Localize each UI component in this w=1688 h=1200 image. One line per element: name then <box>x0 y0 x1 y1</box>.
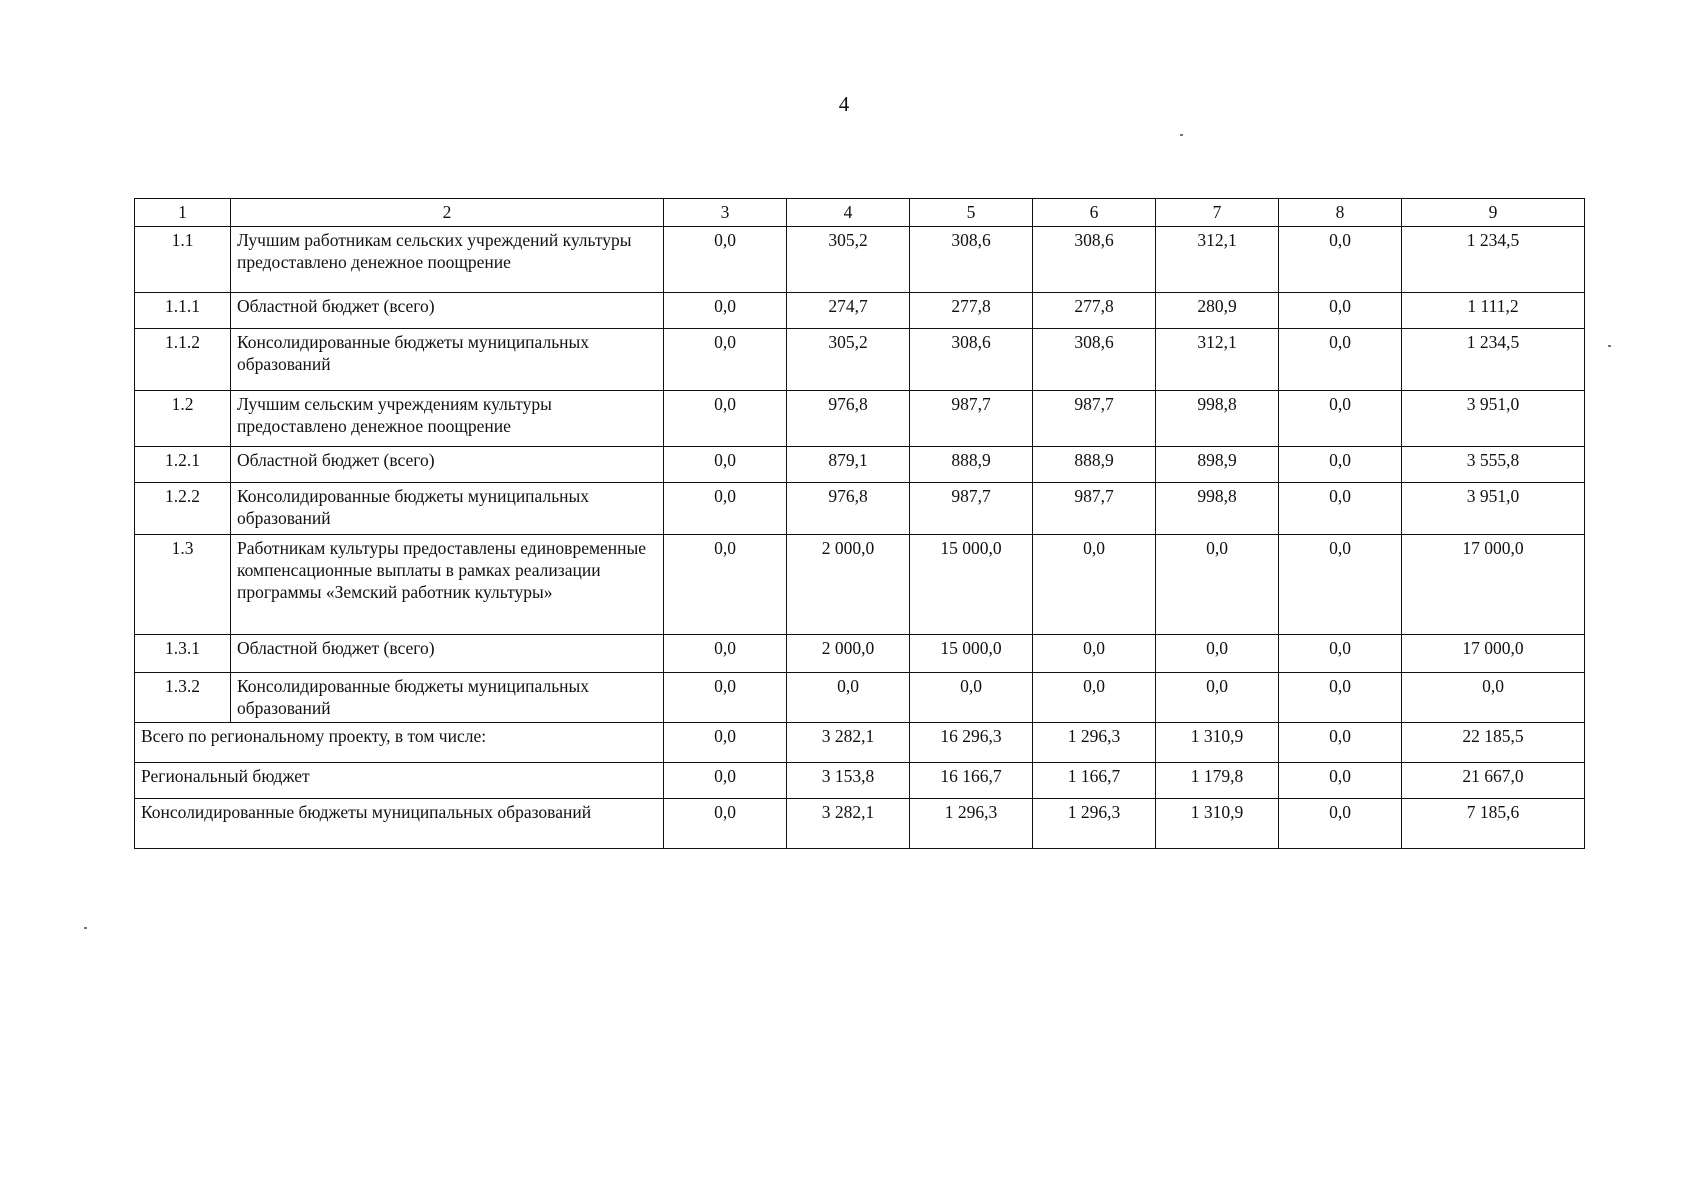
value-cell: 1 234,5 <box>1402 329 1585 391</box>
row-description: Консолидированные бюджеты муниципальных образований <box>231 329 664 391</box>
row-number: 1.1 <box>135 227 231 293</box>
header-cell: 9 <box>1402 199 1585 227</box>
scan-speck <box>1180 134 1183 136</box>
page-number: 4 <box>838 92 850 116</box>
total-value-cell: 3 282,1 <box>787 723 910 763</box>
value-cell: 0,0 <box>664 329 787 391</box>
header-cell: 7 <box>1156 199 1279 227</box>
total-value-cell: 0,0 <box>1279 763 1402 799</box>
table-row <box>135 391 1585 447</box>
total-value-cell: 3 153,8 <box>787 763 910 799</box>
header-row <box>135 199 1585 227</box>
value-cell: 308,6 <box>910 329 1033 391</box>
total-value-cell: 1 296,3 <box>1033 723 1156 763</box>
total-row <box>135 723 1585 763</box>
value-cell: 987,7 <box>1033 483 1156 535</box>
total-value-cell: 0,0 <box>664 799 787 849</box>
total-value-cell: 7 185,6 <box>1402 799 1585 849</box>
total-value-cell: 1 310,9 <box>1156 723 1279 763</box>
total-value-cell: 1 310,9 <box>1156 799 1279 849</box>
row-number: 1.3.2 <box>135 673 231 723</box>
value-cell: 17 000,0 <box>1402 535 1585 635</box>
value-cell: 976,8 <box>787 391 910 447</box>
total-row <box>135 799 1585 849</box>
value-cell: 0,0 <box>664 293 787 329</box>
value-cell: 2 000,0 <box>787 635 910 673</box>
value-cell: 0,0 <box>664 391 787 447</box>
total-value-cell: 0,0 <box>664 763 787 799</box>
value-cell: 15 000,0 <box>910 635 1033 673</box>
value-cell: 987,7 <box>910 483 1033 535</box>
value-cell: 1 111,2 <box>1402 293 1585 329</box>
value-cell: 0,0 <box>1279 391 1402 447</box>
value-cell: 0,0 <box>1279 293 1402 329</box>
value-cell: 0,0 <box>1033 673 1156 723</box>
value-cell: 0,0 <box>664 635 787 673</box>
value-cell: 0,0 <box>1279 447 1402 483</box>
value-cell: 0,0 <box>1402 673 1585 723</box>
row-description: Работникам культуры предоставлены единовременные компенсационные выплаты в рамках реализации программы «Земский работник культуры» <box>231 535 664 635</box>
value-cell: 305,2 <box>787 329 910 391</box>
row-number: 1.2.2 <box>135 483 231 535</box>
total-value-cell: 3 282,1 <box>787 799 910 849</box>
value-cell: 998,8 <box>1156 391 1279 447</box>
total-label: Консолидированные бюджеты муниципальных образований <box>135 799 664 849</box>
header-cell: 5 <box>910 199 1033 227</box>
value-cell: 0,0 <box>664 535 787 635</box>
value-cell: 888,9 <box>910 447 1033 483</box>
value-cell: 976,8 <box>787 483 910 535</box>
table-row <box>135 227 1585 293</box>
value-cell: 0,0 <box>1156 673 1279 723</box>
table-row <box>135 535 1585 635</box>
value-cell: 0,0 <box>1279 673 1402 723</box>
table-row <box>135 635 1585 673</box>
value-cell: 277,8 <box>910 293 1033 329</box>
value-cell: 280,9 <box>1156 293 1279 329</box>
header-cell: 1 <box>135 199 231 227</box>
header-cell: 4 <box>787 199 910 227</box>
value-cell: 308,6 <box>1033 329 1156 391</box>
value-cell: 0,0 <box>787 673 910 723</box>
value-cell: 305,2 <box>787 227 910 293</box>
total-value-cell: 16 166,7 <box>910 763 1033 799</box>
value-cell: 998,8 <box>1156 483 1279 535</box>
table-row <box>135 329 1585 391</box>
value-cell: 0,0 <box>664 447 787 483</box>
budget-table <box>134 198 1585 849</box>
total-value-cell: 22 185,5 <box>1402 723 1585 763</box>
value-cell: 879,1 <box>787 447 910 483</box>
total-value-cell: 16 296,3 <box>910 723 1033 763</box>
value-cell: 0,0 <box>1033 535 1156 635</box>
row-description: Областной бюджет (всего) <box>231 447 664 483</box>
value-cell: 987,7 <box>910 391 1033 447</box>
value-cell: 17 000,0 <box>1402 635 1585 673</box>
total-value-cell: 1 296,3 <box>1033 799 1156 849</box>
row-description: Областной бюджет (всего) <box>231 635 664 673</box>
table-row <box>135 293 1585 329</box>
header-cell: 6 <box>1033 199 1156 227</box>
value-cell: 277,8 <box>1033 293 1156 329</box>
row-description: Лучшим сельским учреждениям культуры предоставлено денежное поощрение <box>231 391 664 447</box>
value-cell: 0,0 <box>1279 635 1402 673</box>
row-number: 1.3.1 <box>135 635 231 673</box>
total-value-cell: 1 179,8 <box>1156 763 1279 799</box>
value-cell: 0,0 <box>664 483 787 535</box>
total-label: Региональный бюджет <box>135 763 664 799</box>
total-value-cell: 0,0 <box>664 723 787 763</box>
value-cell: 274,7 <box>787 293 910 329</box>
total-value-cell: 21 667,0 <box>1402 763 1585 799</box>
table-row <box>135 483 1585 535</box>
value-cell: 0,0 <box>910 673 1033 723</box>
total-value-cell: 1 166,7 <box>1033 763 1156 799</box>
header-cell: 3 <box>664 199 787 227</box>
value-cell: 3 951,0 <box>1402 483 1585 535</box>
value-cell: 308,6 <box>910 227 1033 293</box>
total-row <box>135 763 1585 799</box>
scan-speck <box>1608 345 1611 347</box>
total-label: Всего по региональному проекту, в том числе: <box>135 723 664 763</box>
value-cell: 0,0 <box>1156 535 1279 635</box>
value-cell: 0,0 <box>1279 329 1402 391</box>
total-value-cell: 1 296,3 <box>910 799 1033 849</box>
row-description: Лучшим работникам сельских учреждений культуры предоставлено денежное поощрение <box>231 227 664 293</box>
value-cell: 15 000,0 <box>910 535 1033 635</box>
row-description: Консолидированные бюджеты муниципальных образований <box>231 483 664 535</box>
value-cell: 2 000,0 <box>787 535 910 635</box>
table-row <box>135 447 1585 483</box>
value-cell: 3 555,8 <box>1402 447 1585 483</box>
header-cell: 8 <box>1279 199 1402 227</box>
total-value-cell: 0,0 <box>1279 799 1402 849</box>
scan-speck <box>84 927 87 929</box>
value-cell: 0,0 <box>664 227 787 293</box>
value-cell: 0,0 <box>1156 635 1279 673</box>
value-cell: 0,0 <box>1033 635 1156 673</box>
value-cell: 987,7 <box>1033 391 1156 447</box>
header-cell: 2 <box>231 199 664 227</box>
value-cell: 898,9 <box>1156 447 1279 483</box>
value-cell: 312,1 <box>1156 329 1279 391</box>
row-description: Областной бюджет (всего) <box>231 293 664 329</box>
value-cell: 312,1 <box>1156 227 1279 293</box>
row-number: 1.1.1 <box>135 293 231 329</box>
table-row <box>135 673 1585 723</box>
value-cell: 0,0 <box>1279 535 1402 635</box>
value-cell: 0,0 <box>664 673 787 723</box>
row-number: 1.3 <box>135 535 231 635</box>
row-number: 1.1.2 <box>135 329 231 391</box>
total-value-cell: 0,0 <box>1279 723 1402 763</box>
value-cell: 1 234,5 <box>1402 227 1585 293</box>
row-number: 1.2.1 <box>135 447 231 483</box>
value-cell: 0,0 <box>1279 483 1402 535</box>
value-cell: 308,6 <box>1033 227 1156 293</box>
value-cell: 888,9 <box>1033 447 1156 483</box>
row-description: Консолидированные бюджеты муниципальных образований <box>231 673 664 723</box>
value-cell: 0,0 <box>1279 227 1402 293</box>
value-cell: 3 951,0 <box>1402 391 1585 447</box>
row-number: 1.2 <box>135 391 231 447</box>
